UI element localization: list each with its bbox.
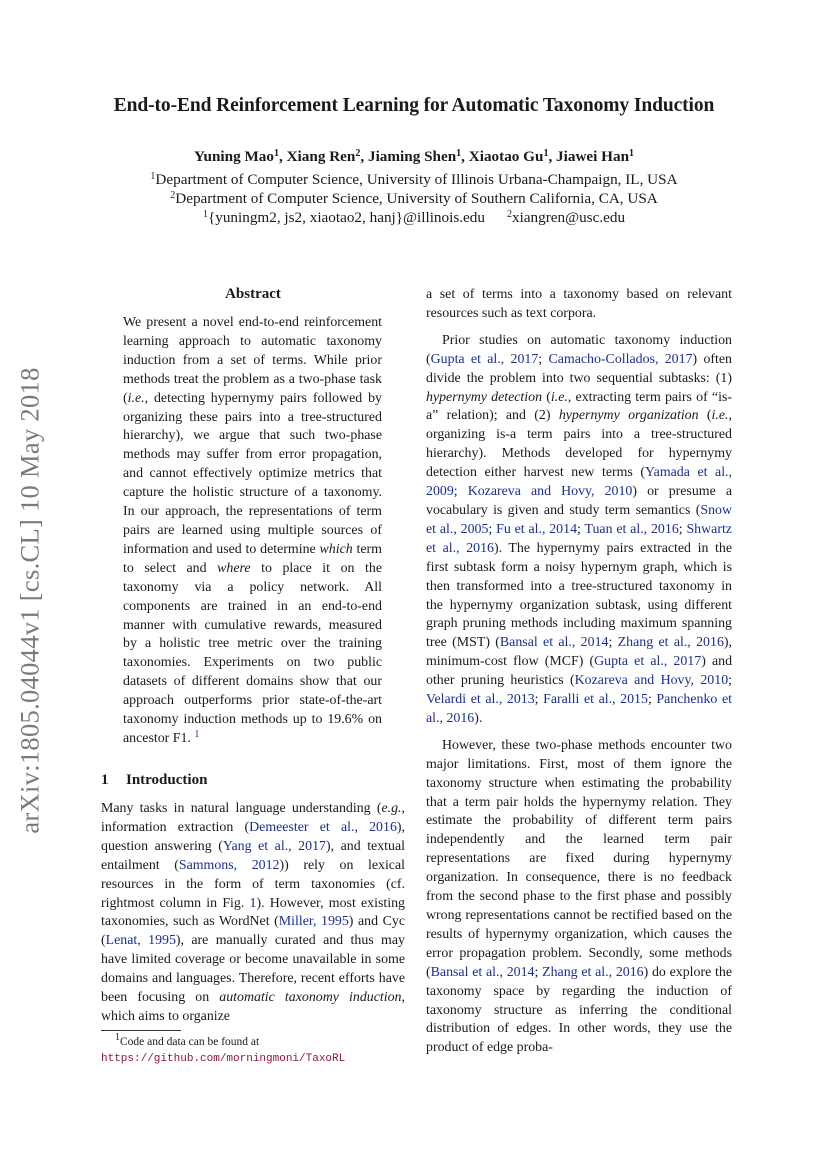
author-name: Jiaming Shen (367, 148, 457, 165)
citation-link[interactable]: Kozareva and Hovy, 2010 (574, 673, 729, 689)
citation-link[interactable]: Lenat, 1995 (105, 933, 176, 949)
author-name: Xiaotao Gu (468, 148, 544, 165)
citation-link[interactable]: Tuan et al., 2016 (584, 521, 679, 537)
citation-link[interactable]: Panchenko et al., 2016 (426, 692, 732, 726)
citation-link[interactable]: Zhang et al., 2016 (542, 964, 644, 980)
citation-link[interactable]: Miller, 1995 (278, 914, 349, 930)
section-number: 1 (101, 772, 109, 788)
author-name: Jiawei Han (556, 148, 630, 165)
footnote-ref[interactable]: 1 (194, 728, 200, 740)
author-affiliation-mark: 1 (543, 148, 549, 159)
citation-link[interactable]: Zhang et al., 2016 (617, 635, 724, 651)
email-usc[interactable]: xiangren@usc.edu (511, 209, 626, 226)
author-affiliation-mark: 1 (274, 148, 279, 159)
citation-link[interactable]: Camacho-Collados, 2017 (548, 351, 693, 367)
abstract-heading: Abstract (225, 286, 281, 302)
paragraph: However, these two-phase methods encounter two major limitations. First, most of them ignore the taxonomy structure when estimating the probability that a term pair holds the hypernymy relation. They estimate the probability of different term pairs independently and the learned term pair representations are fixed during hypernymy organization. In consequence, there is no feedback from the second phase to the first phase and possibly wrong representations cannot be rectified based on the results of hypernymy organization, which causes the error propagation problem. Secondly, some methods (Bansal et al., 2014; Zhang et al., 2016) do explore the taxonomy space by regarding the induction of taxonomy structure as inferring the conditional distribution of edges. In other words, they use the product of edge proba- (426, 737, 732, 1056)
right-column (426, 286, 732, 1066)
citation-link[interactable]: Fu et al., 2014 (496, 521, 578, 537)
author-emails (60, 208, 768, 227)
section-heading-introduction (101, 772, 405, 789)
citation-link[interactable]: Yang et al., 2017 (222, 838, 326, 854)
footnote: $^1$Code and data can be found at https://github.com/morningmoni/TaxoRL (101, 1032, 346, 1065)
citation-link[interactable]: Velardi et al., 2013 (426, 692, 535, 708)
citation-link[interactable]: Bansal et al., 2014 (499, 635, 609, 651)
affiliation-text: Department of Computer Science, University of Southern California, CA, USA (175, 190, 658, 207)
paragraph: Prior studies on automatic taxonomy induction (Gupta et al., 2017; Camacho-Collados, 2017) often divide the problem into two sequential subtasks: (1) hypernymy detection (i.e., extracting term pairs of “is-a” relation); and (2) hypernymy organization (i.e., organizing is-a term pairs into a tree-structured hierarchy). Methods developed for hypernymy detection either harvest new terms (Yamada et al., 2009; Kozareva and Hovy, 2010) or presume a vocabulary is given and study term semantics (Snow et al., 2005; Fu et al., 2014; Tuan et al., 2016; Shwartz et al., 2016). The hypernymy pairs extracted in the first subtask form a noisy hypernym graph, which is then transformed into a tree-structured taxonomy in the hypernymy organization subtask, using different graph pruning methods including maximum spanning tree (MST) (Bansal et al., 2014; Zhang et al., 2016), minimum-cost flow (MCF) (Gupta et al., 2017) and other pruning heuristics (Kozareva and Hovy, 2010; Velardi et al., 2013; Faralli et al., 2015; Panchenko et al., 2016). (426, 332, 733, 726)
footnote-url-link[interactable]: https://github.com/morningmoni/TaxoRL (101, 1052, 346, 1065)
author-name: Xiang Ren (286, 148, 356, 165)
footnote-mark: 1 (115, 1032, 120, 1043)
citation-link[interactable]: Kozareva and Hovy, 2010 (467, 484, 633, 500)
citation-link[interactable]: Snow et al., 2005 (426, 502, 732, 537)
paragraph: a set of terms into a taxonomy based on relevant resources such as text corpora. (426, 287, 732, 321)
affiliation-text: Department of Computer Science, University of Illinois Urbana-Champaign, IL, USA (155, 171, 678, 188)
abstract-body: We present a novel end-to-end reinforcement learning approach to automatic taxonomy induction from a set of terms. While prior methods treat the problem as a two-phase task (i.e., detecting hypernymy pairs followed by organizing these pairs into a tree-structured hierarchy), we argue that such two-phase methods may suffer from error propagation, and cannot effectively optimize metrics that capture the holistic structure of a taxonomy. In our approach, the representations of term pairs are learned using multiple sources of information and used to determine which term to select and where to place it on the taxonomy via a policy network. All components are trained in an end-to-end manner with cumulative rewards, measured by a holistic tree metric over the training taxonomies. Experiments on two public datasets of different domains show that our approach outperforms prior state-of-the-art taxonomy induction methods up to 19.6% on ancestor F1. $^1$ (123, 315, 382, 746)
citation-link[interactable]: Faralli et al., 2015 (543, 692, 648, 708)
author-list: Yuning Mao$^1$, Xiang Ren$^2$, Jiaming Shen$^1$, Xiaotao Gu$^1$, Jiawei Han$^1$ (193, 148, 635, 165)
footnote-rule (101, 1030, 181, 1031)
figure-ref-link[interactable]: 1 (249, 895, 257, 911)
citation-link[interactable]: Yamada et al., 2009 (426, 465, 732, 500)
author-affiliation-mark: 2 (355, 148, 361, 159)
author-affiliation-mark: 1 (456, 148, 462, 159)
paper-title: End-to-End Reinforcement Learning for Automatic Taxonomy Induction (113, 95, 715, 116)
author-affiliation-mark: 1 (629, 148, 635, 159)
citation-link[interactable]: Demeester et al., 2016 (249, 819, 397, 835)
affiliation-mark: 2 (170, 190, 176, 201)
affiliation-2 (60, 189, 768, 208)
citation-link[interactable]: Sammons, 2012 (178, 857, 280, 873)
citation-link[interactable]: Bansal et al., 2014 (430, 964, 535, 980)
affiliation-mark: 1 (150, 171, 156, 182)
arxiv-id-text: arXiv:1805.04044v1 [cs.CL] 10 May 2018 (14, 366, 45, 834)
affiliation-mark: 1 (202, 209, 208, 220)
email-illinois[interactable]: {yuningm2, js2, xiaotao2, hanj}@illinois.edu (207, 209, 485, 226)
author-name: Yuning Mao (193, 148, 274, 165)
citation-link[interactable]: Shwartz et al., 2016 (426, 521, 732, 556)
citation-link[interactable]: Gupta et al., 2017 (594, 654, 702, 670)
arxiv-side-label (6, 350, 54, 850)
affiliation-1 (60, 170, 768, 189)
section-title: Introduction (126, 772, 208, 788)
introduction-body: Many tasks in natural language understanding (e.g., information extraction (Demeester et al., 2016), question answering (Yang et al., 2017), and textual entailment (Sammons, 2012)) rely on lexical resources in the form of term taxonomies (cf. rightmost column in Fig. 1). However, most existing taxonomies, such as WordNet (Miller, 1995) and Cyc (Lenat, 1995), are manually curated and thus may have limited coverage or become unavailable in some domains and languages. Therefore, recent efforts have been focusing on automatic taxonomy induction, which aims to organize (101, 801, 406, 1024)
citation-link[interactable]: Gupta et al., 2017 (430, 351, 539, 367)
affiliation-mark: 2 (506, 209, 512, 220)
